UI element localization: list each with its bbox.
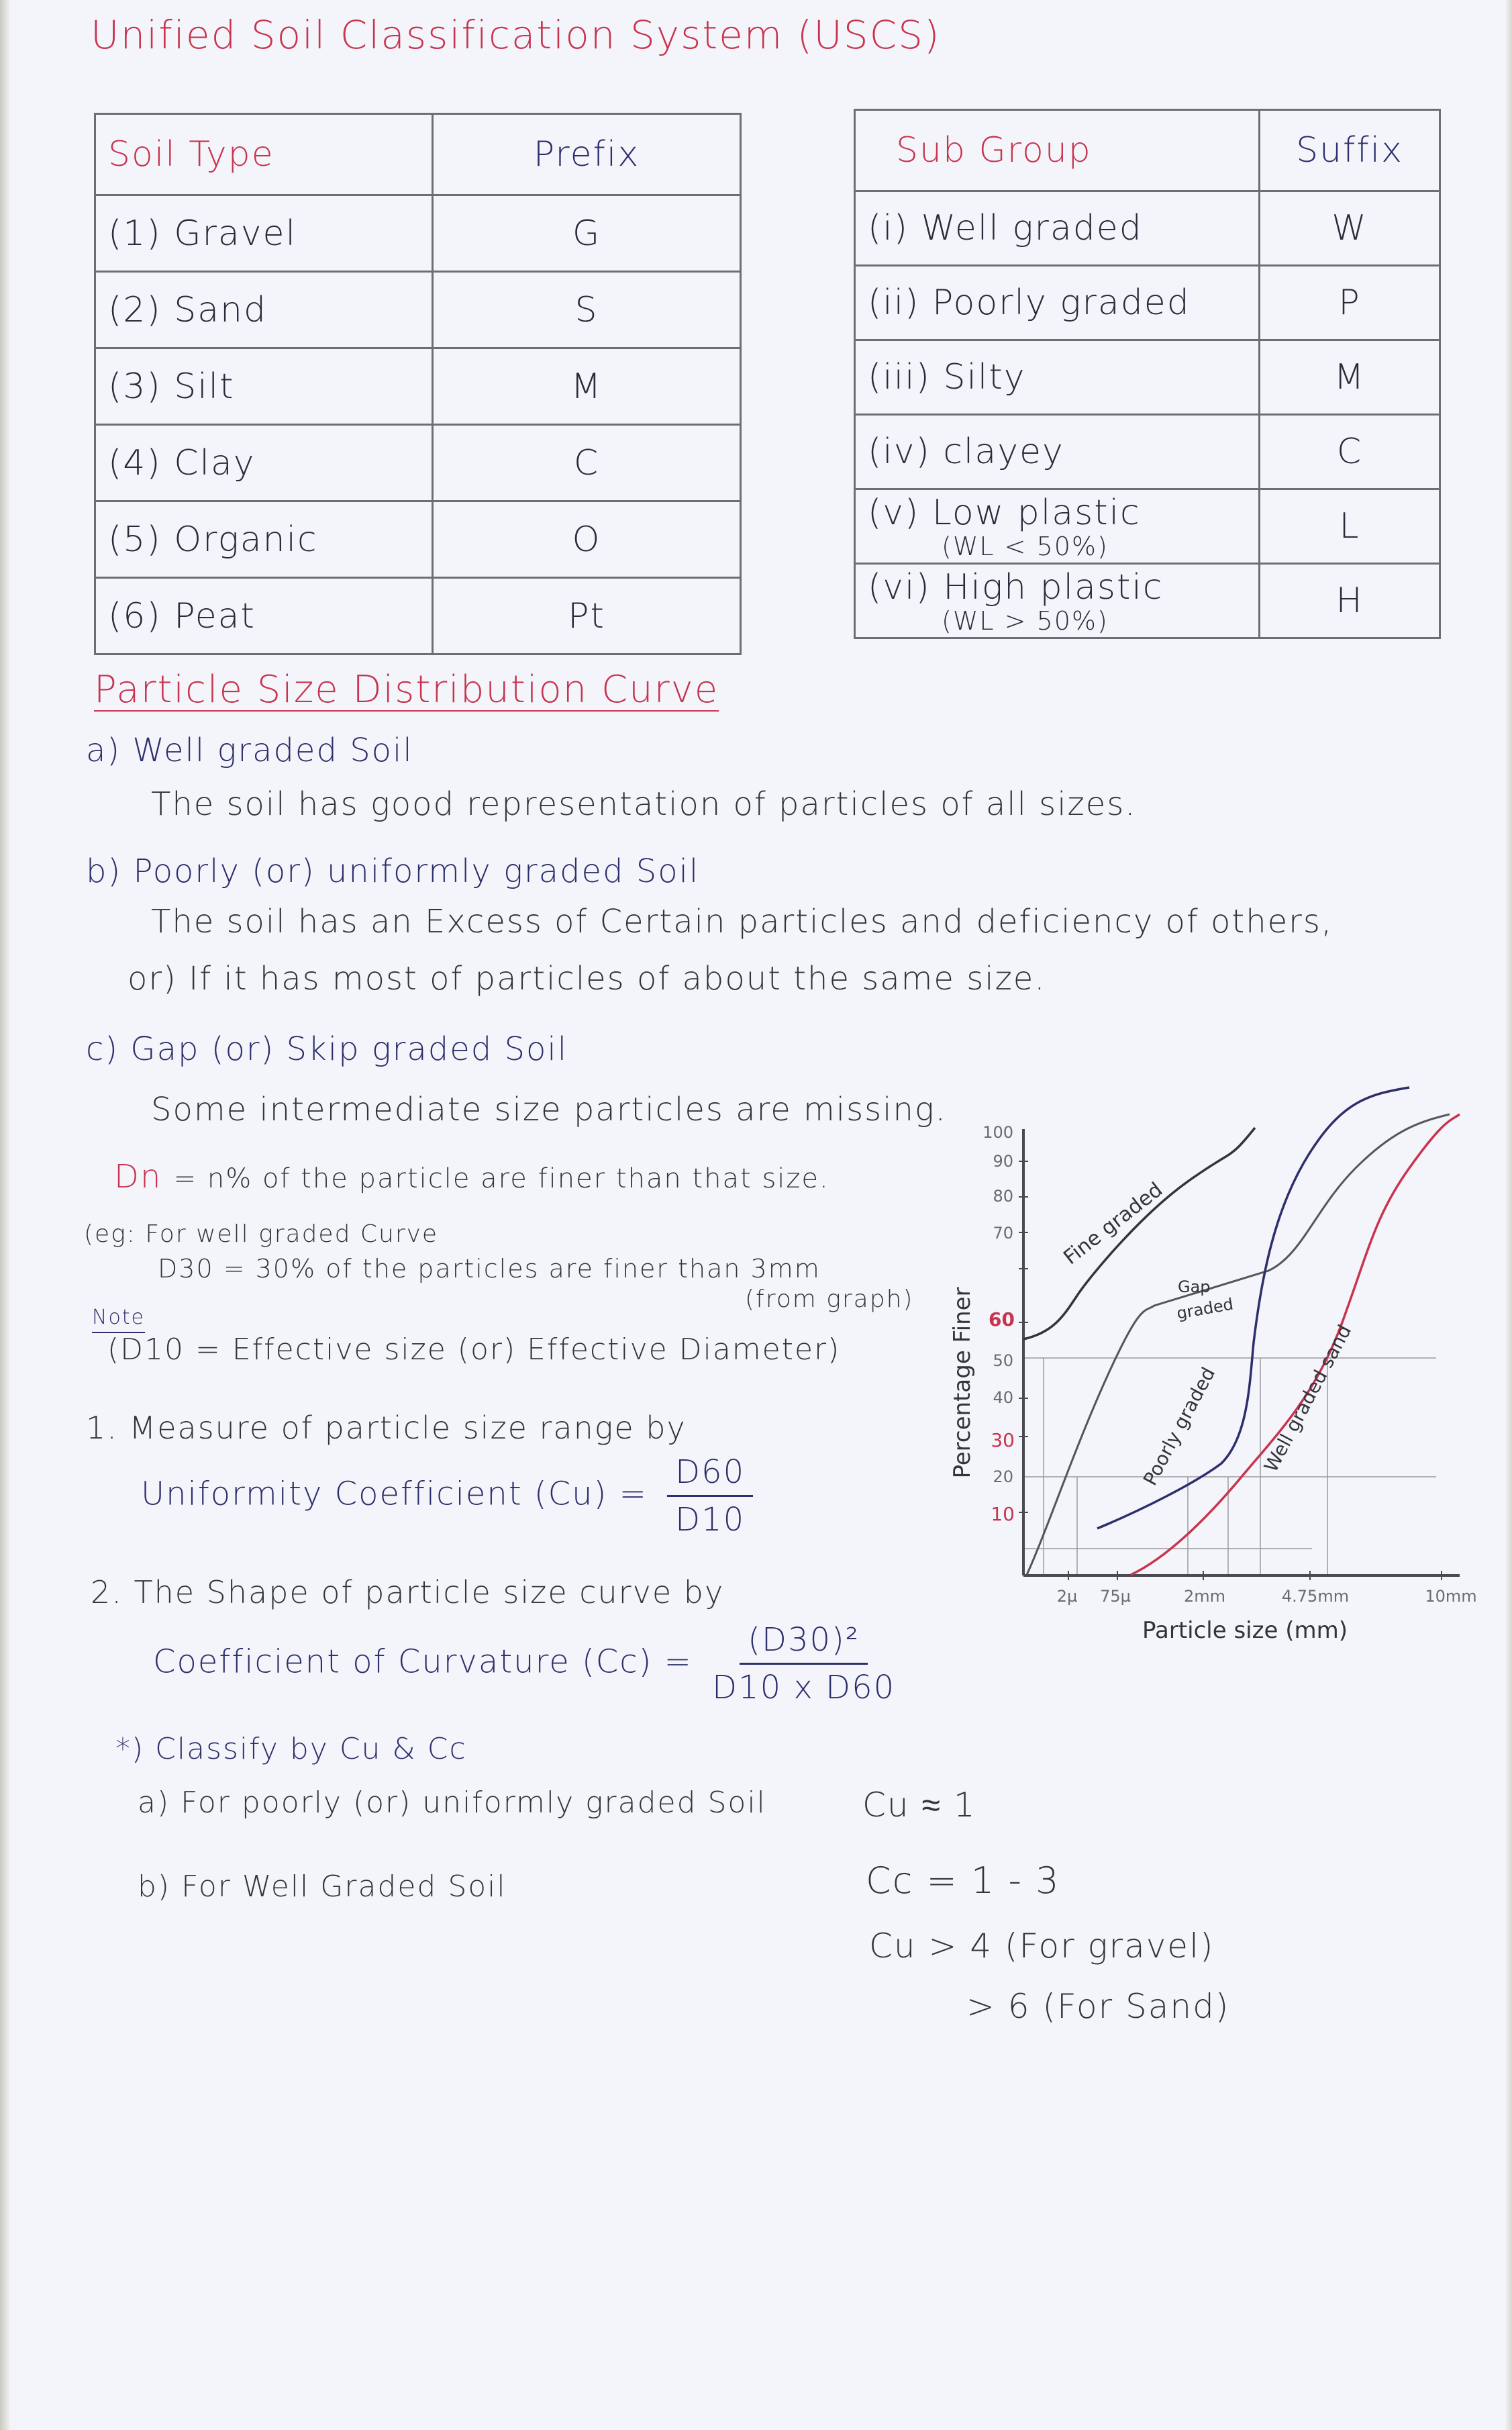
svg-text:75µ: 75µ: [1100, 1587, 1131, 1606]
psd-a-text: The soil has good representation of particles of all sizes.: [151, 785, 1137, 823]
cu-formula: [141, 1453, 753, 1539]
x-axis-label: Particle size (mm): [1142, 1617, 1348, 1644]
prefix-table-soil: (3) Silt: [95, 348, 433, 425]
cc-formula: [153, 1621, 895, 1706]
prefix-table-soil: (2) Sand: [95, 272, 433, 348]
suffix-group-label: (iv) clayey: [868, 432, 1064, 472]
svg-text:2µ: 2µ: [1056, 1587, 1078, 1606]
cc-label: Coefficient of Curvature (Cc) =: [153, 1643, 693, 1681]
svg-text:60: 60: [989, 1308, 1015, 1330]
suffix-table: [854, 109, 1441, 639]
suffix-table-group: [855, 340, 1260, 415]
cu-numerator: D60: [667, 1453, 753, 1497]
label-poorly-graded: Poorly graded: [1139, 1363, 1220, 1490]
suffix-table-group: [855, 415, 1260, 489]
dn-symbol: Dn: [114, 1158, 162, 1196]
eg-line3: (from graph): [745, 1285, 914, 1313]
svg-text:80: 80: [993, 1187, 1013, 1206]
page-title: Unified Soil Classification System (USCS): [91, 12, 941, 58]
prefix-table-prefix: G: [433, 195, 741, 272]
svg-text:10mm: 10mm: [1425, 1587, 1477, 1606]
suffix-group-label: (iii) Silty: [868, 357, 1026, 397]
label-fine-graded: Fine graded: [1059, 1177, 1168, 1270]
prefix-table: [94, 113, 742, 655]
svg-text:2mm: 2mm: [1183, 1587, 1226, 1606]
suffix-group-label: (v) Low plastic: [868, 493, 1141, 533]
suffix-table-suffix: C: [1260, 415, 1440, 489]
prefix-table-header-soil: Soil Type: [95, 114, 433, 195]
eg-line1: (eg: For well graded Curve: [84, 1220, 439, 1248]
y-tick-labels: [982, 1123, 1015, 1525]
prefix-table-prefix: M: [433, 348, 741, 425]
cc-numerator: (D30)²: [740, 1621, 868, 1665]
y-axis-label: Percentage Finer: [949, 1287, 976, 1479]
cu-denominator: D10: [675, 1501, 746, 1539]
classify-b-label: b) For Well Graded Soil: [138, 1869, 507, 1904]
psd-heading: Particle Size Distribution Curve: [94, 668, 719, 712]
cu-label: Uniformity Coefficient (Cu) =: [141, 1475, 648, 1513]
classify-a-label: a) For poorly (or) uniformly graded Soil: [138, 1786, 766, 1820]
svg-text:10: 10: [991, 1503, 1015, 1525]
curve-gap-graded: [1027, 1114, 1450, 1575]
label-gap: Gap: [1178, 1277, 1211, 1296]
suffix-group-note: (WL > 50%): [942, 606, 1109, 636]
note-label: Note: [92, 1306, 146, 1329]
note-text: (D10 = Effective size (or) Effective Diameter): [107, 1332, 841, 1367]
classify-b-cu-gravel: Cu > 4 (For gravel): [869, 1927, 1215, 1965]
particle-size-chart: [940, 1101, 1490, 1644]
cc-intro: 2. The Shape of particle size curve by: [91, 1574, 725, 1610]
chart-gridlines: [1023, 1358, 1436, 1575]
psd-b-text2: or) If it has most of particles of about the same size.: [128, 960, 1046, 998]
prefix-table-prefix: S: [433, 272, 741, 348]
psd-b-title: b) Poorly (or) uniformly graded Soil: [86, 853, 700, 890]
suffix-table-group: [855, 489, 1260, 564]
prefix-table-prefix: O: [433, 501, 741, 578]
page-right-edge: [1505, 0, 1512, 2430]
suffix-table-suffix: H: [1260, 564, 1440, 638]
svg-text:40: 40: [993, 1388, 1013, 1407]
classify-heading: *) Classify by Cu & Cc: [115, 1732, 467, 1766]
suffix-group-label: (ii) Poorly graded: [868, 283, 1191, 323]
svg-text:70: 70: [993, 1224, 1013, 1243]
curve-well-graded-sand: [1131, 1114, 1460, 1575]
suffix-table-suffix: L: [1260, 489, 1440, 564]
svg-text:4.75mm: 4.75mm: [1281, 1587, 1350, 1606]
prefix-table-soil: (1) Gravel: [95, 195, 433, 272]
suffix-table-suffix: M: [1260, 340, 1440, 415]
suffix-table-suffix: W: [1260, 191, 1440, 266]
suffix-table-header-suffix: Suffix: [1260, 110, 1440, 191]
svg-text:30: 30: [991, 1429, 1015, 1451]
suffix-table-group: [855, 191, 1260, 266]
suffix-table-header-group: Sub Group: [855, 110, 1260, 191]
suffix-group-label: (i) Well graded: [868, 208, 1143, 248]
psd-c-title: c) Gap (or) Skip graded Soil: [86, 1030, 568, 1068]
svg-text:50: 50: [993, 1351, 1013, 1370]
suffix-group-note: (WL < 50%): [942, 532, 1109, 561]
label-graded: graded: [1175, 1294, 1235, 1323]
suffix-group-label: (vi) High plastic: [868, 567, 1164, 608]
cu-intro: 1. Measure of particle size range by: [86, 1410, 687, 1446]
prefix-table-prefix: Pt: [433, 578, 741, 654]
classify-b-cu-sand: > 6 (For Sand): [966, 1987, 1230, 2026]
cc-fraction: [712, 1621, 895, 1706]
cu-fraction: [667, 1453, 753, 1539]
psd-c-text: Some intermediate size particles are missing.: [151, 1091, 947, 1128]
page-binding-edge: [0, 0, 9, 2430]
classify-a-value: Cu ≈ 1: [862, 1786, 976, 1825]
cc-denominator: D10 x D60: [712, 1669, 896, 1706]
dn-definition: [114, 1158, 829, 1196]
suffix-table-group: [855, 564, 1260, 638]
chart-svg: [940, 1101, 1490, 1644]
prefix-table-soil: (5) Organic: [95, 501, 433, 578]
svg-text:90: 90: [993, 1152, 1013, 1171]
psd-a-title: a) Well graded Soil: [86, 732, 413, 769]
suffix-table-group: [855, 266, 1260, 340]
dn-text: = n% of the particle are finer than that size.: [173, 1163, 829, 1194]
x-tick-labels: [1057, 1587, 1477, 1606]
psd-b-text1: The soil has an Excess of Certain particles and deficiency of others,: [151, 903, 1333, 940]
suffix-table-suffix: P: [1260, 266, 1440, 340]
svg-text:20: 20: [993, 1467, 1013, 1486]
classify-b-cc: Cc = 1 - 3: [866, 1859, 1060, 1902]
eg-line2: D30 = 30% of the particles are finer than 3mm: [158, 1254, 821, 1283]
chart-axes: [1023, 1129, 1460, 1575]
prefix-table-prefix: C: [433, 425, 741, 501]
label-well-graded-sand: Well graded sand: [1260, 1321, 1356, 1476]
svg-text:100: 100: [982, 1123, 1013, 1142]
prefix-table-soil: (6) Peat: [95, 578, 433, 654]
prefix-table-header-prefix: Prefix: [433, 114, 741, 195]
prefix-table-soil: (4) Clay: [95, 425, 433, 501]
